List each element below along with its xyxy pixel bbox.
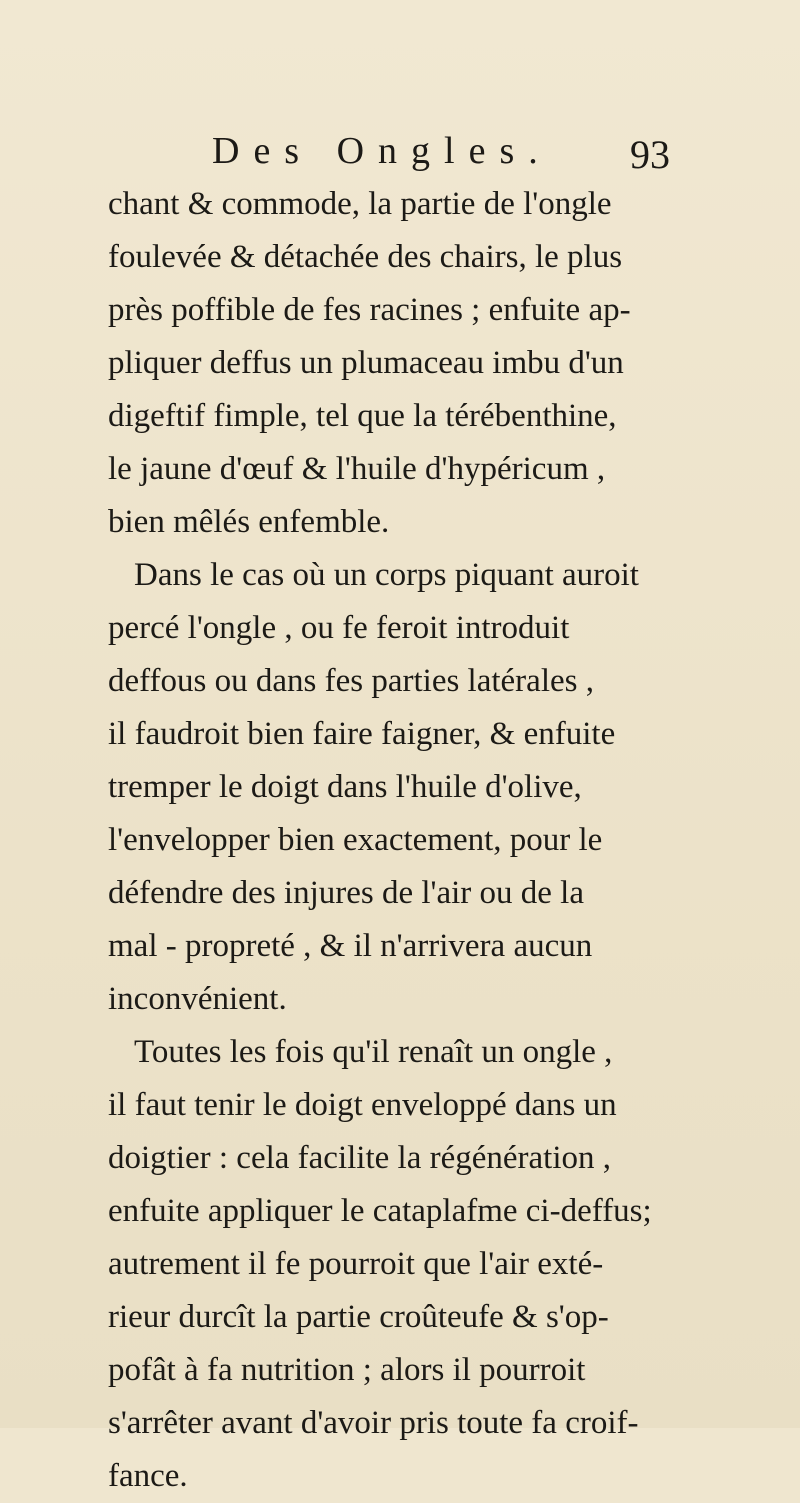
paragraph-start-line: Toutes les fois qu'il renaît un ongle , — [134, 1034, 613, 1070]
text-line: l'envelopper bien exactement, pour le — [108, 822, 603, 858]
text-line: percé l'ongle , ou fe feroit introduit — [108, 610, 570, 646]
text-line: tremper le doigt dans l'huile d'olive, — [108, 769, 582, 805]
page-number: 93 — [630, 132, 670, 177]
text-line: doigtier : cela facilite la régénération , — [108, 1140, 611, 1176]
text-line: enfuite appliquer le cataplafme ci-deffus; — [108, 1193, 652, 1229]
text-line: foulevée & détachée des chairs, le plus — [108, 239, 623, 275]
text-line: chant & commode, la partie de l'ongle — [108, 186, 612, 222]
text-line: rieur durcît la partie croûteufe & s'op- — [108, 1299, 609, 1335]
text-line: il faut tenir le doigt enveloppé dans un — [108, 1087, 617, 1123]
paragraph-start-line: Dans le cas où un corps piquant auroit — [134, 557, 639, 593]
text-line: pofât à fa nutrition ; alors il pourroit — [108, 1352, 586, 1388]
text-line: bien mêlés enfemble. — [108, 504, 390, 540]
body-text — [108, 178, 772, 1503]
text-line: autrement il fe pourroit que l'air exté- — [108, 1246, 604, 1282]
text-line: pliquer deffus un plumaceau imbu d'un — [108, 345, 624, 381]
running-title: Des Ongles. — [212, 130, 552, 172]
text-line: deffous ou dans fes parties latérales , — [108, 663, 594, 699]
text-line: fance. — [108, 1458, 188, 1494]
text-line: le jaune d'œuf & l'huile d'hypéricum , — [108, 451, 606, 487]
text-line: inconvénient. — [108, 981, 287, 1017]
text-line: s'arrêter avant d'avoir pris toute fa croif- — [108, 1405, 639, 1441]
page-header — [0, 126, 800, 176]
text-line: défendre des injures de l'air ou de la — [108, 875, 585, 911]
text-line: mal - propreté , & il n'arrivera aucun — [108, 928, 593, 964]
text-line: il faudroit bien faire faigner, & enfuite — [108, 716, 616, 752]
text-line: digeftif fimple, tel que la térébenthine, — [108, 398, 617, 434]
text-line: près poffible de fes racines ; enfuite ap- — [108, 292, 631, 328]
